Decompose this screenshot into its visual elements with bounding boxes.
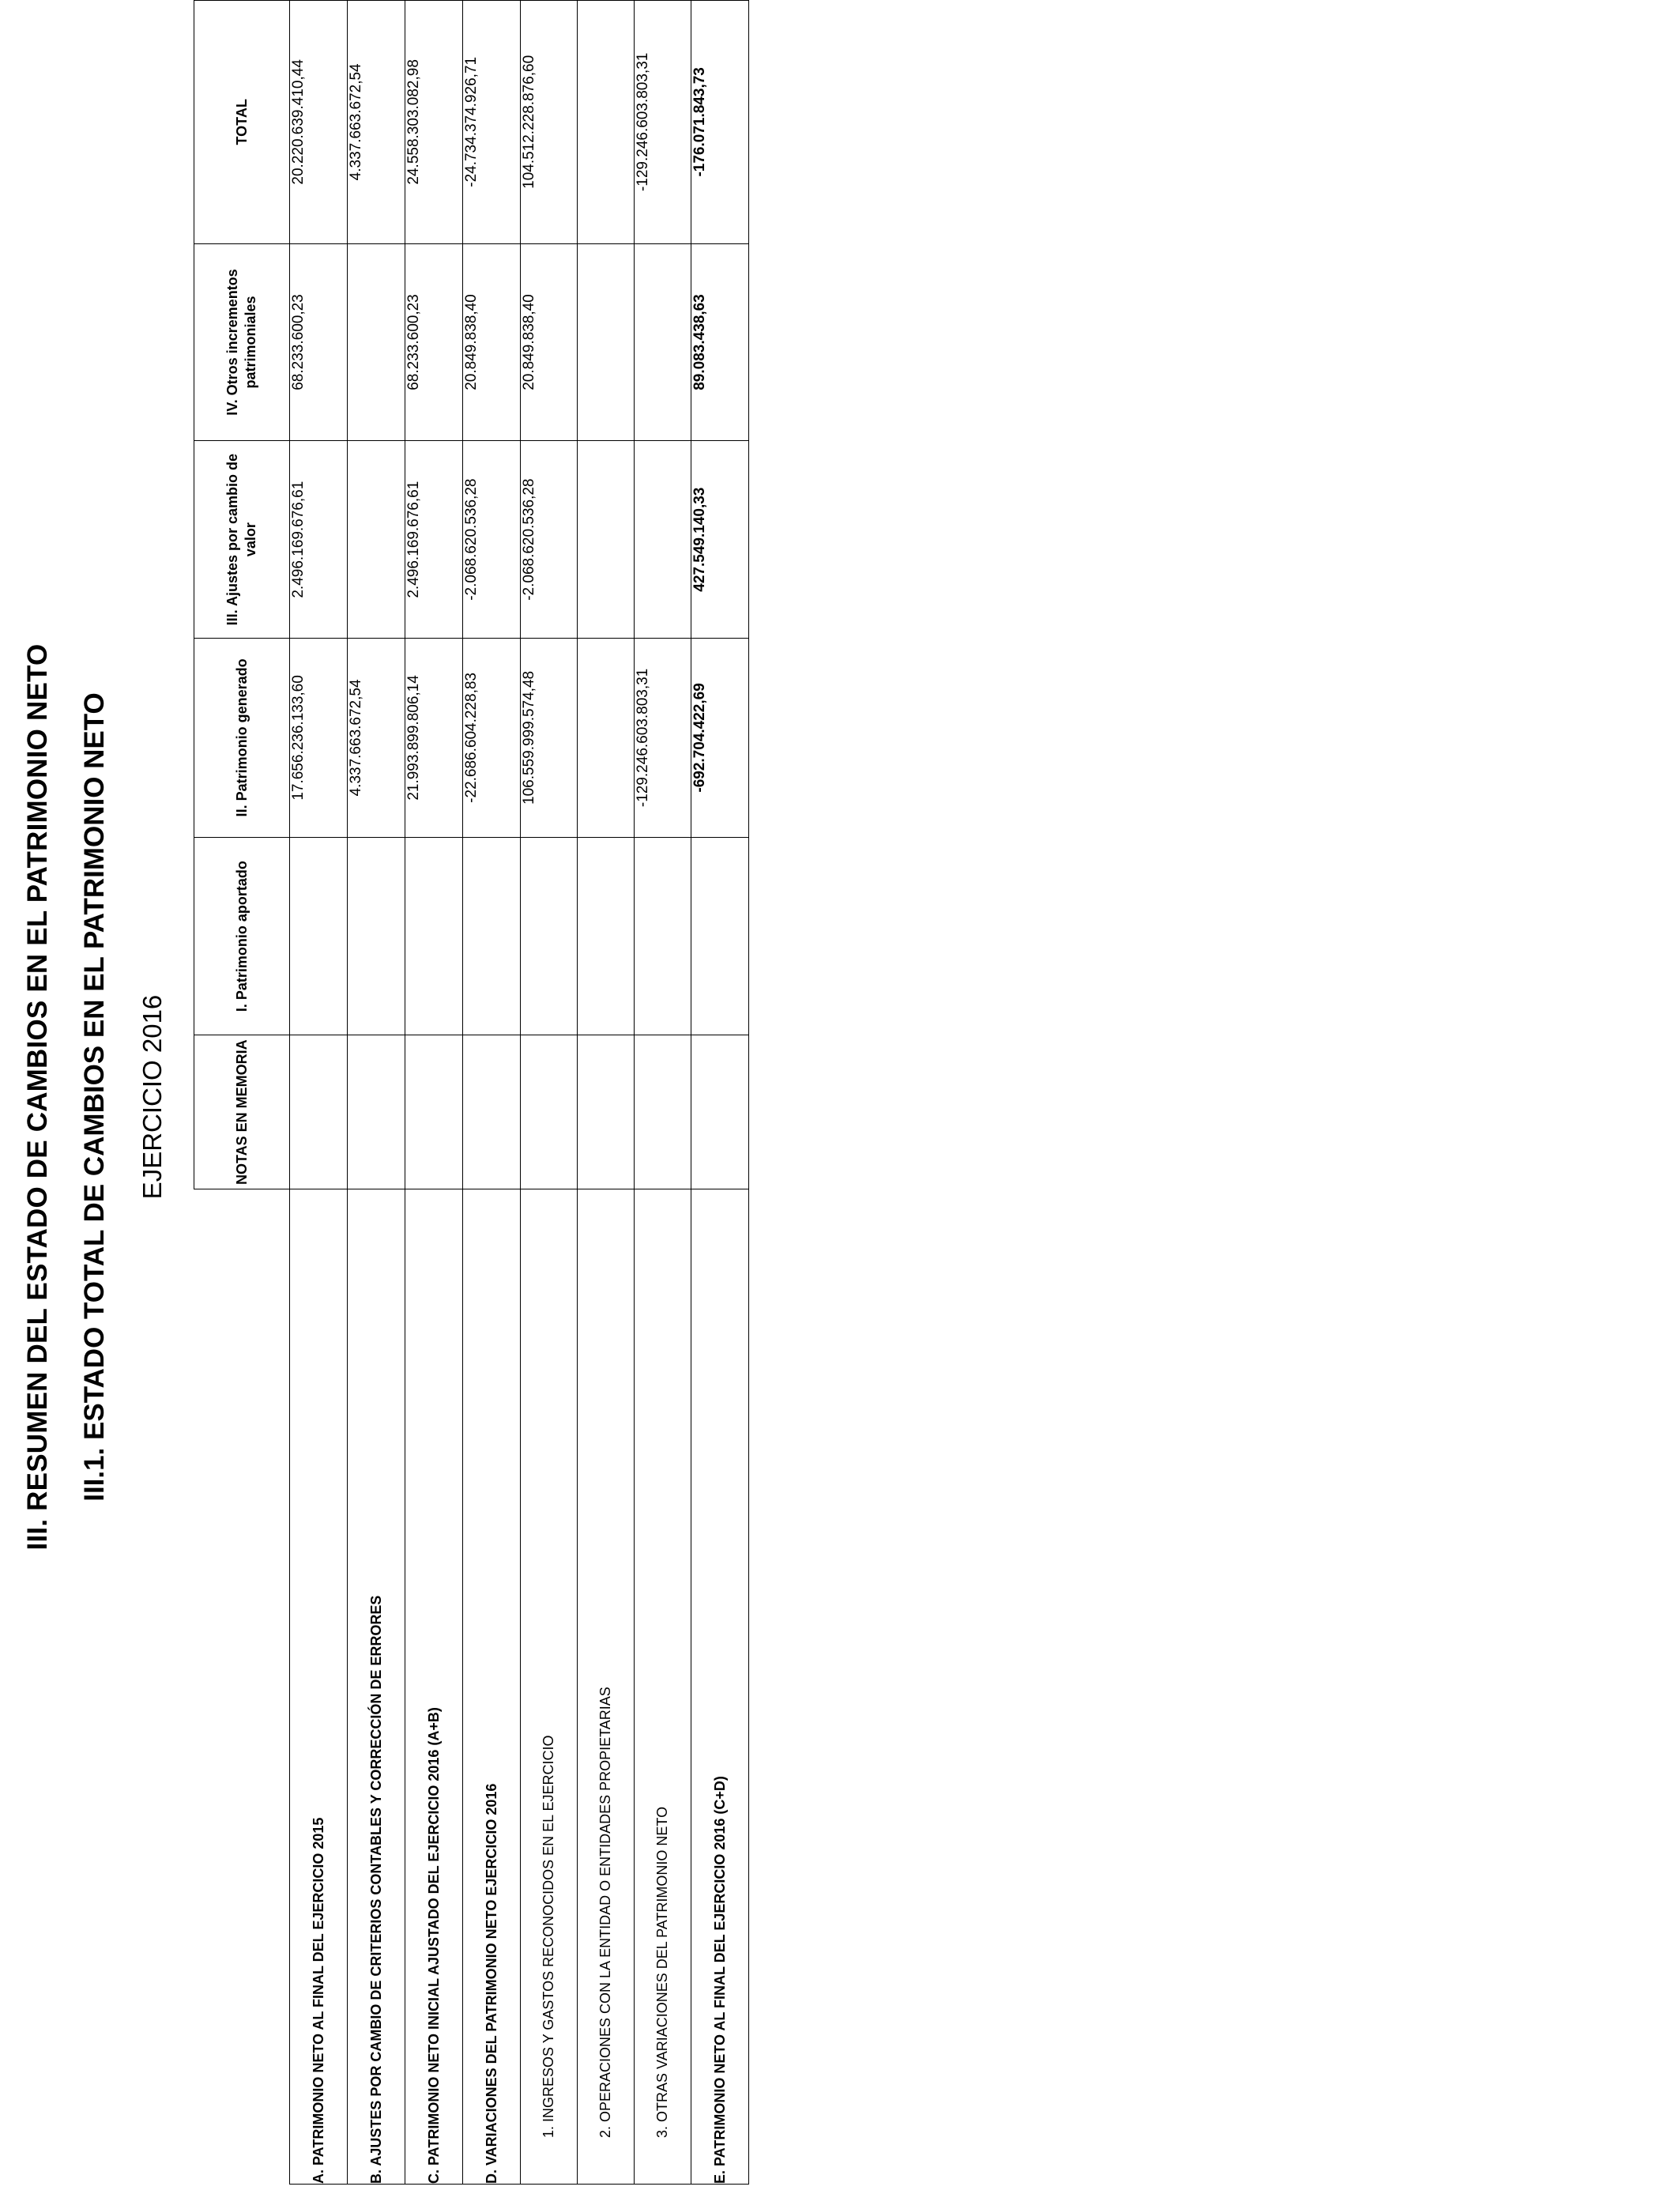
cell-generado: 17.656.236.133,60 [290,639,348,838]
sub-title: III.1. ESTADO TOTAL DE CAMBIOS EN EL PATRIMONIO NETO [79,692,110,1502]
row-label: D. VARIACIONES DEL PATRIMONIO NETO EJERCICIO 2016 [463,1189,521,2185]
table-row [578,1,635,2185]
row-label: E. PATRIMONIO NETO AL FINAL DEL EJERCICIO 2016 (C+D) [691,1189,749,2185]
cell-otros [348,243,405,441]
cell-notas [578,1035,635,1189]
header-total: TOTAL [194,1,290,244]
cell-aportado [405,837,463,1035]
row-label: C. PATRIMONIO NETO INICIAL AJUSTADO DEL EJERCICIO 2016 (A+B) [405,1189,463,2185]
table-row [405,1,463,2185]
cell-aportado [290,837,348,1035]
cell-aportado [691,837,749,1035]
row-label: 1. INGRESOS Y GASTOS RECONOCIDOS EN EL EJERCICIO [521,1189,578,2185]
table-row [463,1,521,2185]
cell-aportado [348,837,405,1035]
cell-notas [521,1035,578,1189]
table-row [348,1,405,2185]
cell-aportado [521,837,578,1035]
table-row [691,1,749,2185]
cell-otros [635,243,691,441]
cell-notas [463,1035,521,1189]
main-title: III. RESUMEN DEL ESTADO DE CAMBIOS EN EL PATRIMONIO NETO [22,643,53,1551]
header-aportado: I. Patrimonio aportado [194,837,290,1035]
cell-notas [290,1035,348,1189]
cell-generado: -129.246.603.803,31 [635,639,691,838]
patrimonio-table [194,0,749,2185]
cell-generado: -692.704.422,69 [691,639,749,838]
cell-ajustes [348,441,405,639]
cell-total: -129.246.603.803,31 [635,1,691,244]
cell-otros: 20.849.838,40 [521,243,578,441]
cell-ajustes: -2.068.620.536,28 [463,441,521,639]
cell-ajustes: -2.068.620.536,28 [521,441,578,639]
cell-notas [635,1035,691,1189]
cell-aportado [463,837,521,1035]
cell-notas [405,1035,463,1189]
cell-ajustes [635,441,691,639]
cell-total: -24.734.374.926,71 [463,1,521,244]
cell-ajustes: 2.496.169.676,61 [290,441,348,639]
table-row [290,1,348,2185]
row-label: 3. OTRAS VARIACIONES DEL PATRIMONIO NETO [635,1189,691,2185]
cell-notas [348,1035,405,1189]
header-generado: II. Patrimonio generado [194,639,290,838]
row-label: B. AJUSTES POR CAMBIO DE CRITERIOS CONTABLES Y CORRECCIÓN DE ERRORES [348,1189,405,2185]
header-corner [194,1189,290,2185]
cell-ajustes [578,441,635,639]
cell-aportado [635,837,691,1035]
cell-otros: 20.849.838,40 [463,243,521,441]
table-row [635,1,691,2185]
cell-otros: 68.233.600,23 [290,243,348,441]
row-label: A. PATRIMONIO NETO AL FINAL DEL EJERCICIO 2015 [290,1189,348,2185]
row-label: 2. OPERACIONES CON LA ENTIDAD O ENTIDADES PROPIETARIAS [578,1189,635,2185]
cell-otros: 68.233.600,23 [405,243,463,441]
cell-ajustes: 427.549.140,33 [691,441,749,639]
cell-total: 20.220.639.410,44 [290,1,348,244]
header-row [194,1,290,2185]
cell-total: 24.558.303.082,98 [405,1,463,244]
period-title: EJERCICIO 2016 [137,994,167,1200]
header-notas: NOTAS EN MEMORIA [194,1035,290,1189]
header-otros: IV. Otros incrementos patrimoniales [194,243,290,441]
cell-generado: 106.559.999.574,48 [521,639,578,838]
cell-generado: -22.686.604.228,83 [463,639,521,838]
cell-ajustes: 2.496.169.676,61 [405,441,463,639]
table-row [521,1,578,2185]
cell-total [578,1,635,244]
header-ajustes: III. Ajustes por cambio de valor [194,441,290,639]
cell-aportado [578,837,635,1035]
cell-generado: 4.337.663.672,54 [348,639,405,838]
cell-generado [578,639,635,838]
cell-total: 4.337.663.672,54 [348,1,405,244]
cell-generado: 21.993.899.806,14 [405,639,463,838]
cell-otros: 89.083.438,63 [691,243,749,441]
cell-otros [578,243,635,441]
cell-total: 104.512.228.876,60 [521,1,578,244]
cell-total: -176.071.843,73 [691,1,749,244]
cell-notas [691,1035,749,1189]
